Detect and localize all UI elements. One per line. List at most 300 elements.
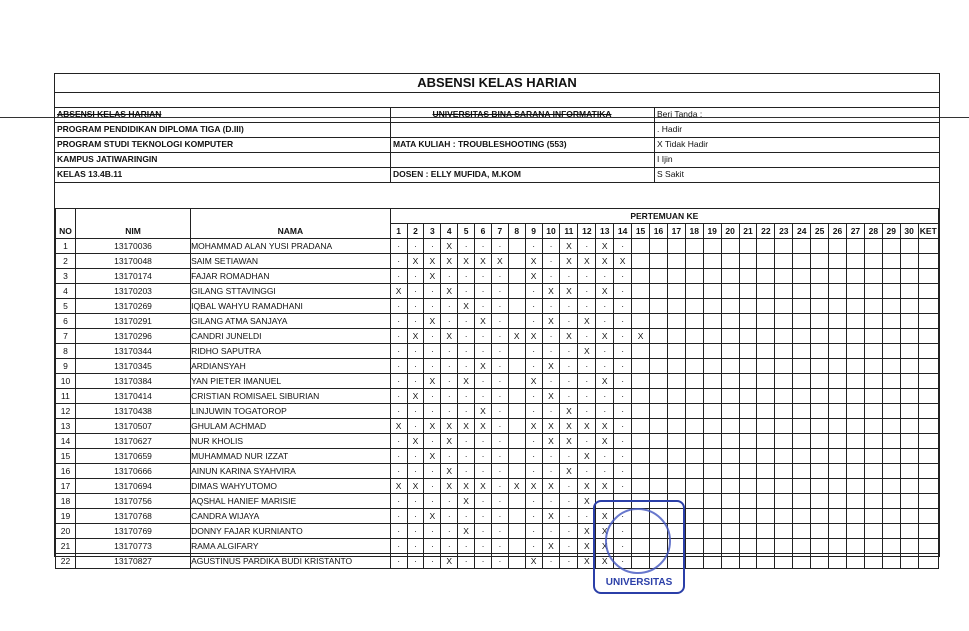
row-nama: AQSHAL HANIEF MARISIE [191, 494, 391, 509]
attendance-mark: · [614, 479, 632, 494]
row-no: 6 [56, 314, 76, 329]
row-nim: 13170627 [75, 434, 190, 449]
stamp-label: UNIVERSITAS [605, 577, 673, 588]
attendance-mark: · [475, 434, 492, 449]
row-nim: 13170666 [75, 464, 190, 479]
row-nim: 13170659 [75, 449, 190, 464]
attendance-mark: X [475, 359, 492, 374]
attendance-mark: X [578, 314, 596, 329]
row-nim: 13170507 [75, 419, 190, 434]
attendance-mark: X [441, 434, 458, 449]
attendance-mark [811, 494, 829, 509]
session-number: 22 [757, 224, 775, 239]
row-no: 17 [56, 479, 76, 494]
attendance-mark [632, 269, 650, 284]
attendance-mark [793, 419, 811, 434]
attendance-mark: · [407, 539, 424, 554]
attendance-mark [882, 329, 900, 344]
attendance-mark: · [560, 344, 578, 359]
attendance-mark: · [424, 299, 441, 314]
attendance-mark [632, 284, 650, 299]
attendance-mark: X [390, 419, 407, 434]
attendance-mark [739, 284, 757, 299]
info-left-5: KELAS 13.4B.11 [57, 169, 123, 179]
row-nim: 13170384 [75, 374, 190, 389]
row-ket [918, 254, 938, 269]
attendance-mark [882, 254, 900, 269]
attendance-mark: · [441, 314, 458, 329]
attendance-mark [508, 419, 525, 434]
attendance-mark: · [458, 404, 475, 419]
attendance-mark [775, 509, 793, 524]
attendance-mark [793, 389, 811, 404]
attendance-mark: · [596, 389, 614, 404]
attendance-mark [508, 449, 525, 464]
attendance-mark [829, 464, 847, 479]
attendance-mark: · [578, 404, 596, 419]
table-row [56, 374, 939, 389]
attendance-mark [703, 449, 721, 464]
attendance-mark: X [578, 479, 596, 494]
attendance-mark [882, 539, 900, 554]
attendance-mark [703, 329, 721, 344]
row-ket [918, 314, 938, 329]
attendance-mark: · [578, 509, 596, 524]
attendance-mark: · [491, 524, 508, 539]
attendance-mark: · [525, 434, 542, 449]
row-nim: 13170768 [75, 509, 190, 524]
row-nama: GILANG ATMA SANJAYA [191, 314, 391, 329]
attendance-mark: · [458, 359, 475, 374]
attendance-mark [882, 344, 900, 359]
row-nim: 13170048 [75, 254, 190, 269]
attendance-mark [685, 374, 703, 389]
attendance-mark [508, 284, 525, 299]
table-row [56, 359, 939, 374]
attendance-mark: · [458, 389, 475, 404]
attendance-mark [721, 479, 739, 494]
table-row [56, 389, 939, 404]
session-number: 29 [882, 224, 900, 239]
attendance-mark [846, 359, 864, 374]
table-row [56, 344, 939, 359]
attendance-mark [775, 269, 793, 284]
attendance-mark [864, 524, 882, 539]
row-ket [918, 539, 938, 554]
attendance-mark: · [458, 554, 475, 569]
attendance-mark: X [596, 254, 614, 269]
attendance-mark: X [525, 419, 542, 434]
header-ket: KET [918, 224, 938, 239]
attendance-mark [793, 329, 811, 344]
attendance-mark: · [491, 329, 508, 344]
attendance-mark [775, 434, 793, 449]
attendance-mark [846, 374, 864, 389]
attendance-mark [508, 254, 525, 269]
attendance-mark [829, 314, 847, 329]
attendance-mark: · [441, 494, 458, 509]
attendance-mark [846, 404, 864, 419]
attendance-mark: · [578, 389, 596, 404]
attendance-mark: X [525, 554, 542, 569]
session-number: 9 [525, 224, 542, 239]
attendance-mark: X [424, 374, 441, 389]
attendance-mark [864, 404, 882, 419]
attendance-mark: · [390, 449, 407, 464]
row-nama: RIDHO SAPUTRA [191, 344, 391, 359]
attendance-mark [900, 269, 918, 284]
attendance-mark: X [441, 554, 458, 569]
attendance-mark: · [390, 464, 407, 479]
attendance-mark [650, 389, 668, 404]
attendance-mark: X [542, 284, 560, 299]
attendance-mark: X [596, 539, 614, 554]
attendance-mark [685, 419, 703, 434]
attendance-mark: · [441, 269, 458, 284]
row-nama: CANDRA WIJAYA [191, 509, 391, 524]
attendance-mark: X [441, 239, 458, 254]
attendance-mark [882, 524, 900, 539]
attendance-mark [864, 539, 882, 554]
attendance-mark [882, 299, 900, 314]
attendance-mark [775, 389, 793, 404]
attendance-mark [508, 524, 525, 539]
row-no: 2 [56, 254, 76, 269]
table-row [56, 554, 939, 569]
table-row [56, 314, 939, 329]
attendance-mark [508, 464, 525, 479]
seal-icon [605, 508, 671, 574]
attendance-mark: · [424, 494, 441, 509]
attendance-mark [775, 239, 793, 254]
attendance-mark: · [596, 299, 614, 314]
attendance-mark: · [424, 389, 441, 404]
session-number: 13 [596, 224, 614, 239]
attendance-mark: · [542, 524, 560, 539]
session-number: 7 [491, 224, 508, 239]
attendance-mark [846, 299, 864, 314]
attendance-mark [882, 494, 900, 509]
attendance-mark [739, 299, 757, 314]
attendance-mark [739, 344, 757, 359]
attendance-mark: X [525, 374, 542, 389]
attendance-mark [811, 239, 829, 254]
row-ket [918, 554, 938, 569]
attendance-mark: · [475, 554, 492, 569]
attendance-mark: · [407, 239, 424, 254]
attendance-mark: · [441, 509, 458, 524]
attendance-mark: · [491, 494, 508, 509]
attendance-mark [667, 419, 685, 434]
attendance-mark [864, 329, 882, 344]
attendance-mark [846, 239, 864, 254]
attendance-mark [757, 359, 775, 374]
attendance-mark [900, 479, 918, 494]
session-number: 17 [667, 224, 685, 239]
attendance-mark [775, 404, 793, 419]
attendance-mark [900, 449, 918, 464]
row-no: 20 [56, 524, 76, 539]
attendance-mark [882, 419, 900, 434]
attendance-mark [508, 299, 525, 314]
row-no: 15 [56, 449, 76, 464]
attendance-mark: · [491, 404, 508, 419]
attendance-mark [829, 239, 847, 254]
attendance-mark: · [424, 434, 441, 449]
attendance-mark: · [475, 464, 492, 479]
attendance-mark: · [525, 509, 542, 524]
attendance-mark: · [475, 494, 492, 509]
attendance-mark [685, 269, 703, 284]
attendance-mark: · [525, 464, 542, 479]
session-number: 21 [739, 224, 757, 239]
row-nama: CRISTIAN ROMISAEL SIBURIAN [191, 389, 391, 404]
attendance-mark: · [542, 329, 560, 344]
attendance-mark [900, 509, 918, 524]
row-no: 10 [56, 374, 76, 389]
attendance-mark [632, 464, 650, 479]
attendance-mark [882, 404, 900, 419]
attendance-mark: · [390, 374, 407, 389]
session-number: 30 [900, 224, 918, 239]
row-no: 19 [56, 509, 76, 524]
attendance-mark: · [407, 314, 424, 329]
attendance-mark [793, 404, 811, 419]
attendance-mark: · [390, 254, 407, 269]
attendance-mark: X [560, 254, 578, 269]
attendance-mark [846, 344, 864, 359]
session-number: 26 [829, 224, 847, 239]
attendance-mark: X [596, 419, 614, 434]
attendance-mark [667, 464, 685, 479]
attendance-mark [757, 494, 775, 509]
attendance-mark: · [458, 434, 475, 449]
attendance-mark: · [542, 299, 560, 314]
attendance-mark: X [542, 314, 560, 329]
attendance-mark: X [560, 239, 578, 254]
attendance-mark [650, 359, 668, 374]
attendance-mark: · [542, 404, 560, 419]
row-nama: AINUN KARINA SYAHVIRA [191, 464, 391, 479]
attendance-mark [882, 509, 900, 524]
attendance-mark [775, 299, 793, 314]
attendance-mark [508, 539, 525, 554]
attendance-mark: · [614, 509, 632, 524]
attendance-mark: X [407, 254, 424, 269]
attendance-mark: X [542, 479, 560, 494]
attendance-mark: · [390, 539, 407, 554]
session-number: 18 [685, 224, 703, 239]
row-ket [918, 509, 938, 524]
attendance-mark: · [475, 449, 492, 464]
attendance-mark [721, 374, 739, 389]
attendance-mark [793, 254, 811, 269]
attendance-mark: · [491, 284, 508, 299]
attendance-mark [864, 284, 882, 299]
row-no: 4 [56, 284, 76, 299]
attendance-mark [775, 344, 793, 359]
session-number: 12 [578, 224, 596, 239]
attendance-mark: X [542, 359, 560, 374]
row-no: 9 [56, 359, 76, 374]
row-nim: 13170769 [75, 524, 190, 539]
row-nama: DONNY FAJAR KURNIANTO [191, 524, 391, 539]
attendance-mark: · [441, 404, 458, 419]
attendance-mark [811, 404, 829, 419]
attendance-mark [829, 329, 847, 344]
attendance-mark: X [560, 284, 578, 299]
attendance-mark [864, 464, 882, 479]
row-nama: DIMAS WAHYUTOMO [191, 479, 391, 494]
table-row [56, 329, 939, 344]
attendance-mark [793, 524, 811, 539]
attendance-mark [793, 284, 811, 299]
attendance-mark [829, 434, 847, 449]
attendance-mark [900, 314, 918, 329]
row-ket [918, 494, 938, 509]
row-nim: 13170345 [75, 359, 190, 374]
attendance-mark: · [596, 494, 614, 509]
attendance-mark: X [491, 254, 508, 269]
attendance-mark [882, 449, 900, 464]
attendance-mark: · [491, 359, 508, 374]
attendance-mark [900, 329, 918, 344]
attendance-mark [685, 404, 703, 419]
row-no: 7 [56, 329, 76, 344]
attendance-mark [650, 434, 668, 449]
attendance-mark [667, 239, 685, 254]
attendance-mark [846, 554, 864, 569]
attendance-mark [667, 314, 685, 329]
header-row-top [56, 209, 939, 224]
attendance-mark [739, 404, 757, 419]
attendance-mark: X [578, 539, 596, 554]
attendance-mark: X [441, 419, 458, 434]
table-row [56, 524, 939, 539]
attendance-mark [793, 239, 811, 254]
row-no: 12 [56, 404, 76, 419]
attendance-mark: · [424, 239, 441, 254]
attendance-mark: · [475, 524, 492, 539]
attendance-mark: · [458, 284, 475, 299]
attendance-mark: X [441, 284, 458, 299]
attendance-mark: · [491, 554, 508, 569]
attendance-mark [721, 494, 739, 509]
attendance-mark: · [525, 404, 542, 419]
attendance-mark [739, 449, 757, 464]
attendance-mark: X [596, 554, 614, 569]
attendance-mark [650, 299, 668, 314]
attendance-mark: · [614, 284, 632, 299]
attendance-mark [757, 239, 775, 254]
attendance-mark [703, 419, 721, 434]
attendance-mark [900, 299, 918, 314]
attendance-mark [508, 404, 525, 419]
attendance-mark [685, 284, 703, 299]
attendance-mark: · [441, 389, 458, 404]
attendance-mark [685, 479, 703, 494]
attendance-mark [864, 479, 882, 494]
attendance-mark [846, 269, 864, 284]
attendance-mark [793, 539, 811, 554]
row-nama: LINJUWIN TOGATOROP [191, 404, 391, 419]
attendance-mark: X [560, 329, 578, 344]
attendance-mark [739, 479, 757, 494]
legend-hadir: . Hadir [657, 124, 683, 134]
attendance-mark: X [441, 329, 458, 344]
table-row [56, 509, 939, 524]
attendance-mark: · [390, 554, 407, 569]
attendance-mark [667, 344, 685, 359]
attendance-mark: · [614, 359, 632, 374]
attendance-mark [703, 464, 721, 479]
row-nama: MOHAMMAD ALAN YUSI PRADANA [191, 239, 391, 254]
attendance-mark: · [578, 239, 596, 254]
row-nim: 13170827 [75, 554, 190, 569]
table-row [56, 479, 939, 494]
attendance-mark [900, 239, 918, 254]
attendance-mark [793, 554, 811, 569]
session-number: 2 [407, 224, 424, 239]
attendance-mark [846, 254, 864, 269]
attendance-mark [508, 269, 525, 284]
attendance-mark [793, 344, 811, 359]
attendance-mark [900, 389, 918, 404]
session-number: 6 [475, 224, 492, 239]
attendance-mark [721, 539, 739, 554]
attendance-mark: · [390, 434, 407, 449]
attendance-mark: · [407, 509, 424, 524]
attendance-mark [632, 404, 650, 419]
attendance-mark [793, 464, 811, 479]
attendance-mark [685, 539, 703, 554]
row-ket [918, 284, 938, 299]
attendance-mark [811, 254, 829, 269]
attendance-mark [757, 314, 775, 329]
attendance-mark [650, 404, 668, 419]
session-number: 11 [560, 224, 578, 239]
attendance-mark: · [491, 239, 508, 254]
attendance-mark [757, 284, 775, 299]
attendance-mark: · [475, 299, 492, 314]
attendance-mark [882, 359, 900, 374]
row-nama: YAN PIETER IMANUEL [191, 374, 391, 389]
attendance-mark: X [596, 374, 614, 389]
session-number: 4 [441, 224, 458, 239]
attendance-mark: · [424, 344, 441, 359]
attendance-mark [846, 449, 864, 464]
attendance-mark: · [491, 479, 508, 494]
attendance-table [55, 208, 939, 569]
attendance-mark: · [578, 284, 596, 299]
attendance-mark [703, 284, 721, 299]
attendance-mark [632, 239, 650, 254]
row-ket [918, 344, 938, 359]
attendance-mark [864, 269, 882, 284]
session-number: 25 [811, 224, 829, 239]
attendance-mark [685, 524, 703, 539]
info-left-1: ABSENSI KELAS HARIAN [57, 109, 162, 119]
attendance-mark [811, 269, 829, 284]
attendance-mark: · [441, 539, 458, 554]
attendance-mark [650, 239, 668, 254]
row-ket [918, 359, 938, 374]
attendance-mark [703, 359, 721, 374]
attendance-mark: · [407, 419, 424, 434]
attendance-mark [793, 494, 811, 509]
row-nim: 13170344 [75, 344, 190, 359]
session-number: 1 [390, 224, 407, 239]
